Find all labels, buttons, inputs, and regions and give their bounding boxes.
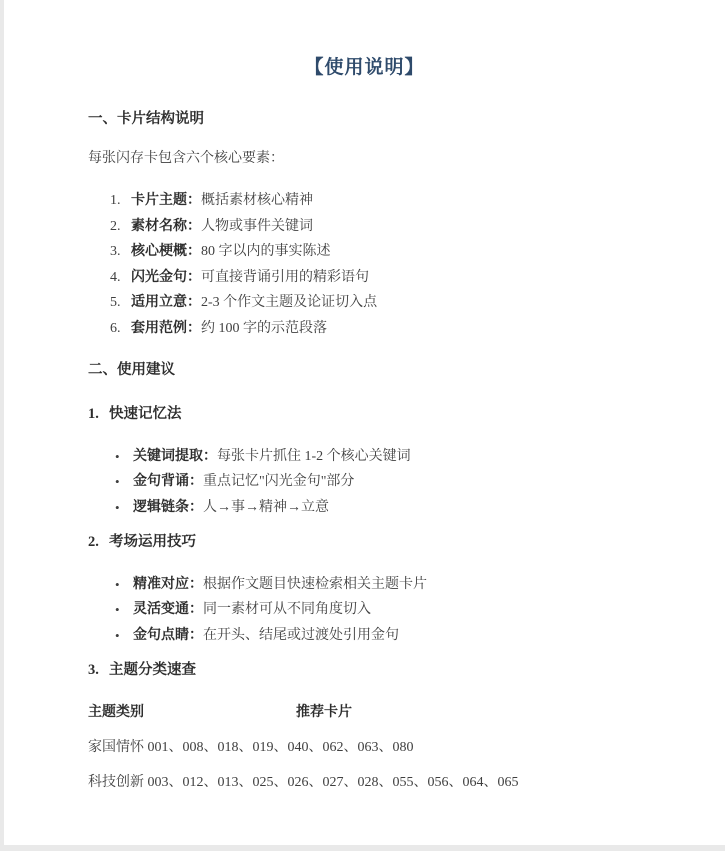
list-item-text: 概括素材核心精神: [201, 193, 313, 208]
subsection-number: 3.: [88, 661, 99, 678]
subsection-2-heading: [88, 530, 685, 551]
bullet-item: [115, 500, 685, 516]
list-item-number: 6.: [110, 320, 121, 336]
table-header-category: 主题类别: [88, 704, 144, 720]
bullet-item: [115, 577, 685, 593]
list-item-text: 约 100 字的示范段落: [201, 320, 327, 336]
subsection-number: 2.: [88, 533, 99, 550]
subsection-title: 快速记忆法: [109, 405, 182, 422]
table-row: [88, 740, 685, 756]
subsection-number: 1.: [88, 405, 99, 422]
bullet-item: [115, 628, 685, 644]
bullet-label: 金句点睛：: [133, 627, 203, 643]
list-item: [110, 244, 685, 260]
bullet-label: 金句背诵：: [133, 474, 203, 489]
table-header-row: [88, 705, 685, 721]
row-cards: 003、012、013、025、026、027、028、055、056、064、065: [147, 774, 519, 790]
bullet-icon: •: [115, 602, 120, 617]
bullet-icon: •: [115, 627, 120, 643]
bullet-text: 每张卡片抓住 1-2 个核心关键词: [217, 448, 411, 464]
document-title: 【使用说明】: [304, 57, 425, 78]
list-item-label: 适用立意：: [131, 295, 201, 310]
list-item-label: 素材名称：: [131, 218, 201, 234]
subsection-1-heading: [88, 402, 685, 423]
list-item-number: 2.: [110, 218, 121, 234]
list-item-text: 80 字以内的事实陈述: [201, 244, 331, 259]
theme-lookup-table: [88, 705, 685, 791]
list-item-label: 核心梗概：: [131, 244, 201, 259]
exam-tips-list: [88, 577, 685, 644]
table-row: [88, 775, 685, 791]
list-item: [110, 219, 685, 235]
bullet-label: 关键词提取：: [133, 448, 217, 464]
bullet-text: 同一素材可从不同角度切入: [203, 602, 371, 617]
card-elements-list: [88, 193, 685, 337]
list-item-number: 3.: [110, 244, 121, 259]
bullet-text: 在开头、结尾或过渡处引用金句: [203, 627, 399, 643]
row-category: 科技创新: [88, 774, 144, 790]
list-item: [110, 193, 685, 209]
subsection-title: 主题分类速查: [109, 661, 196, 678]
list-item-number: 1.: [110, 193, 121, 208]
row-category: 家国情怀: [88, 739, 144, 755]
list-item-text: 可直接背诵引用的精彩语句: [201, 269, 369, 285]
list-item-label: 卡片主题：: [131, 193, 201, 208]
bullet-item: [115, 449, 685, 465]
section-2-heading: 二、使用建议: [88, 361, 175, 378]
bullet-icon: •: [115, 448, 120, 464]
memory-tips-list: [88, 449, 685, 516]
section-1-intro: 每张闪存卡包含六个核心要素：: [88, 151, 284, 166]
document-page: [4, 0, 725, 845]
bullet-label: 精准对应：: [133, 576, 203, 592]
subsection-3-heading: [88, 658, 685, 679]
list-item-label: 套用范例：: [131, 320, 201, 336]
section-1-heading: 一、卡片结构说明: [88, 111, 204, 127]
bullet-text: 根据作文题目快速检索相关主题卡片: [203, 576, 427, 592]
row-cards: 001、008、018、019、040、062、063、080: [147, 739, 414, 755]
bullet-text: 人→事→精神→立意: [203, 499, 329, 515]
list-item-number: 5.: [110, 295, 121, 310]
list-item-text: 人物或事件关键词: [201, 218, 313, 234]
bullet-icon: •: [115, 576, 120, 592]
table-header-cards: 推荐卡片: [296, 704, 352, 720]
list-item-text: 2-3 个作文主题及论证切入点: [201, 295, 378, 310]
list-item-number: 4.: [110, 269, 121, 285]
bullet-icon: •: [115, 474, 120, 489]
list-item: [110, 270, 685, 286]
list-item: [110, 295, 685, 311]
list-item-label: 闪光金句：: [131, 269, 201, 285]
bullet-item: [115, 474, 685, 490]
bullet-icon: •: [115, 499, 120, 515]
bullet-text: 重点记忆"闪光金句"部分: [203, 474, 355, 489]
bullet-label: 灵活变通：: [133, 602, 203, 617]
bullet-item: [115, 602, 685, 618]
bullet-label: 逻辑链条：: [133, 499, 203, 515]
subsection-title: 考场运用技巧: [109, 533, 196, 550]
list-item: [110, 321, 685, 337]
